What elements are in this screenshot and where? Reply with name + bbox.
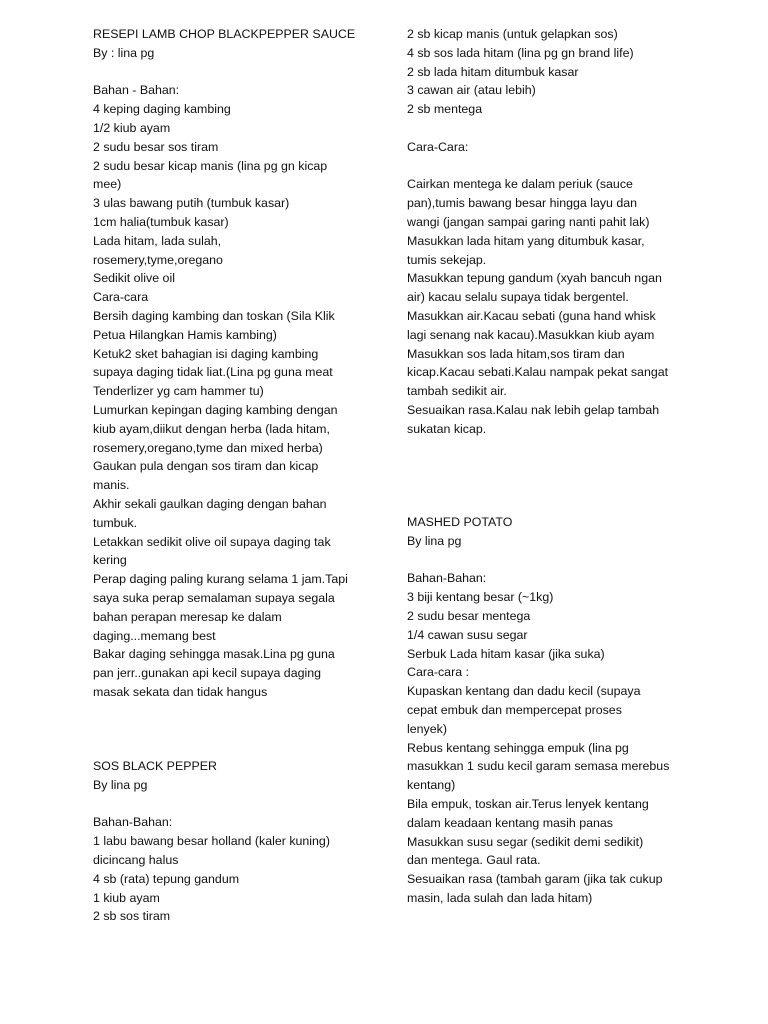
text-line: Masukkan tepung gandum (xyah bancuh ngan (407, 271, 662, 286)
text-line: Cara-cara : (407, 665, 469, 680)
text-line: Masukkan susu segar (sedikit demi sedikit) (407, 834, 644, 849)
text-line: Bahan - Bahan: (93, 83, 180, 98)
text-line: MASHED POTATO (407, 515, 513, 529)
text-line: tumis sekejap. (407, 252, 487, 267)
text-line: Petua Hilangkan Hamis kambing) (93, 327, 277, 342)
text-line: supaya daging tidak liat.(Lina pg guna meat (93, 365, 333, 380)
text-line: Masukkan sos lada hitam,sos tiram dan (407, 346, 625, 361)
text-line: kicap.Kacau sebati.Kalau nampak pekat sangat (407, 365, 669, 380)
left-column-black-pepper-sauce (93, 757, 379, 926)
text-line: RESEPI LAMB CHOP BLACKPEPPER SAUCE (93, 27, 356, 41)
text-line: kering (93, 553, 127, 568)
text-line: 2 sudu besar sos tiram (93, 139, 219, 154)
text-line: 4 sb sos lada hitam (lina pg gn brand life) (407, 45, 634, 60)
text-line: Ketuk2 sket bahagian isi daging kambing (93, 346, 319, 361)
text-line: Bahan-Bahan: (93, 815, 173, 830)
text-line: wangi (jangan sampai garing nanti pahit lak) (407, 214, 650, 229)
text-line: Bersih daging kambing dan toskan (Sila Klik (93, 308, 335, 323)
text-line: rosemery,oregano,tyme dan mixed herba) (93, 440, 323, 455)
text-line: Bakar daging sehingga masak.Lina pg guna (93, 647, 335, 662)
text-line: Masukkan air.Kacau sebati (guna hand whisk (407, 308, 656, 323)
text-line: pan),tumis bawang besar hingga layu dan (407, 196, 638, 211)
text-line: masukkan 1 sudu kecil garam semasa merebus (407, 759, 670, 774)
text-line: Sesuaikan rasa (tambah garam (jika tak cukup (407, 872, 663, 887)
text-line: 4 sb (rata) tepung gandum (93, 871, 240, 886)
text-line: By lina pg (93, 777, 148, 792)
text-line: Sedikit olive oil (93, 271, 175, 286)
text-line: By : lina pg (93, 45, 155, 60)
text-line: 2 sb mentega (407, 102, 483, 117)
text-line: dicincang halus (93, 852, 179, 867)
text-line: bahan perapan meresap ke dalam (93, 609, 282, 624)
text-line: Cairkan mentega ke dalam periuk (sauce (407, 177, 633, 192)
text-line: 2 sudu besar kicap manis (lina pg gn kicap (93, 158, 328, 173)
text-line: tambah sedikit air. (407, 384, 507, 399)
text-line: Cara-cara (93, 290, 149, 305)
text-line: lagi senang nak kacau).Masukkan kiub ayam (407, 327, 655, 342)
blank-line (407, 551, 697, 570)
text-line: masin, lada sulah dan lada hitam) (407, 890, 593, 905)
text-line: Lada hitam, lada sulah, (93, 233, 222, 248)
text-line: Bila empuk, toskan air.Terus lenyek kentang (407, 796, 649, 811)
text-line: mee) (93, 177, 122, 192)
text-line: Masukkan lada hitam yang ditumbuk kasar, (407, 233, 645, 248)
text-line: Bahan-Bahan: (407, 571, 487, 586)
text-line: pan jerr..gunakan api kecil supaya daging (93, 666, 322, 681)
text-line: sukatan kicap. (407, 421, 487, 436)
text-line: rosemery,tyme,oregano (93, 252, 223, 267)
text-line: Serbuk Lada hitam kasar (jika suka) (407, 646, 605, 661)
text-line: 4 keping daging kambing (93, 102, 231, 117)
text-line: 1 labu bawang besar holland (kaler kuning) (93, 834, 330, 849)
text-line: Sesuaikan rasa.Kalau nak lebih gelap tambah (407, 402, 660, 417)
text-line: 2 sb sos tiram (93, 909, 171, 924)
text-line: Lumurkan kepingan daging kambing dengan (93, 402, 338, 417)
text-line: 2 sb kicap manis (untuk gelapkan sos) (407, 27, 618, 41)
text-line: 3 ulas bawang putih (tumbuk kasar) (93, 196, 290, 211)
text-line: 1 kiub ayam (93, 890, 160, 905)
blank-line (93, 795, 379, 814)
text-line: dalam keadaan kentang masih panas (407, 815, 613, 830)
text-line: By lina pg (407, 533, 462, 548)
text-line: 3 cawan air (atau lebih) (407, 83, 536, 98)
text-line: Tenderlizer yg cam hammer tu) (93, 384, 264, 399)
text-line: 1/4 cawan susu segar (407, 627, 528, 642)
text-line: manis. (93, 478, 130, 493)
text-line: daging...memang best (93, 628, 216, 643)
text-line: air) kacau selalu supaya tidak bergentel. (407, 290, 629, 305)
text-line: masak sekata dan tidak hangus (93, 684, 268, 699)
text-line: dan mentega. Gaul rata. (407, 853, 541, 868)
text-line: kiub ayam,diikut dengan herba (lada hitam, (93, 421, 330, 436)
right-column-sauce-method (407, 25, 697, 439)
text-line: 2 sudu besar mentega (407, 608, 531, 623)
right-column-mashed-potato (407, 513, 697, 908)
text-line: kentang) (407, 778, 456, 793)
text-line: tumbuk. (93, 515, 138, 530)
text-line: Akhir sekali gaulkan daging dengan bahan (93, 496, 327, 511)
text-line: Letakkan sedikit olive oil supaya daging tak (93, 534, 331, 549)
text-line: Kupaskan kentang dan dadu kecil (supaya (407, 684, 641, 699)
text-line: saya suka perap semalaman supaya segala (93, 590, 335, 605)
text-line: Perap daging paling kurang selama 1 jam.Tapi (93, 572, 348, 587)
text-line: cepat embuk dan mempercepat proses (407, 702, 622, 717)
left-column-lamb-chop-recipe (93, 25, 379, 702)
text-line: Gaukan pula dengan sos tiram dan kicap (93, 459, 319, 474)
text-line: SOS BLACK PEPPER (93, 759, 217, 773)
text-line: 3 biji kentang besar (~1kg) (407, 590, 554, 605)
text-line: 1cm halia(tumbuk kasar) (93, 214, 229, 229)
text-line: Rebus kentang sehingga empuk (lina pg (407, 740, 629, 755)
text-line: 1/2 kiub ayam (93, 120, 171, 135)
blank-line (407, 119, 697, 138)
text-line: Cara-Cara: (407, 139, 469, 154)
text-line: 2 sb lada hitam ditumbuk kasar (407, 64, 579, 79)
text-line: lenyek) (407, 721, 447, 736)
blank-line (93, 63, 379, 82)
blank-line (407, 157, 697, 176)
